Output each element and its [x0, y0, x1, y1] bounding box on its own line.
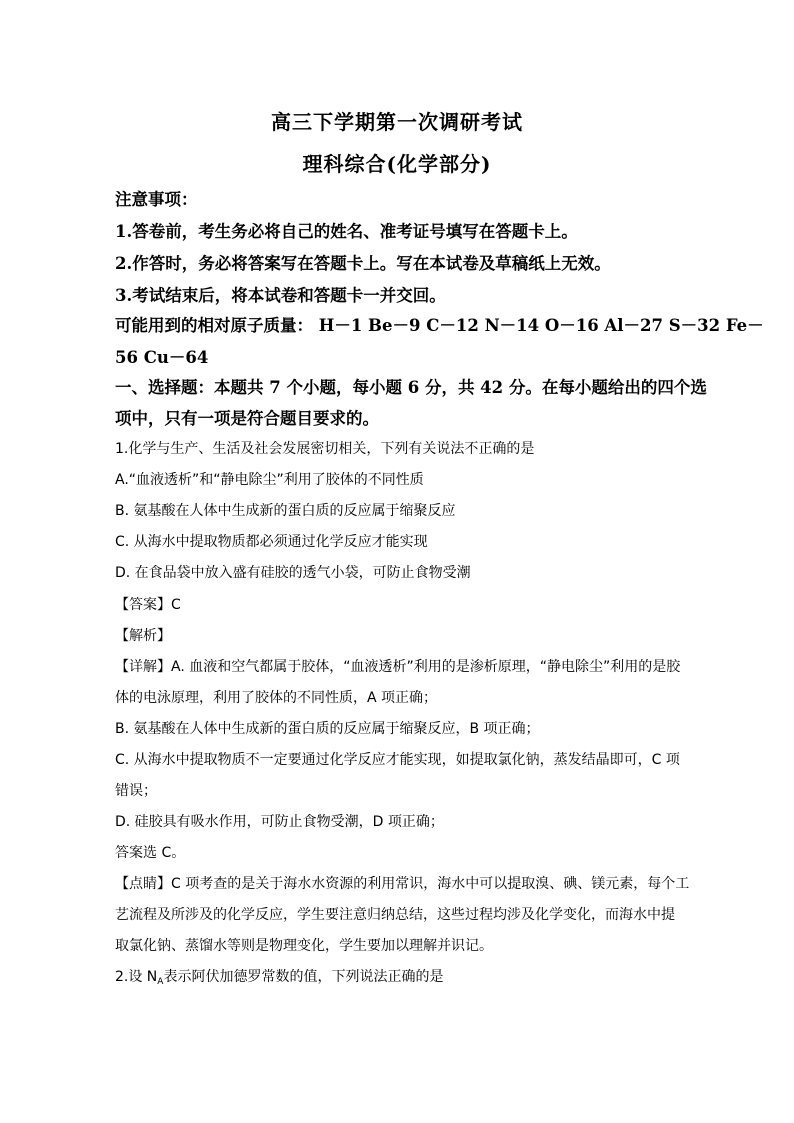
- page-subtitle: 理科综合(化学部分): [302, 152, 492, 176]
- analysis-label: 【解析】: [115, 628, 171, 644]
- notice-item: 1.答卷前，考生务必将自己的姓名、准考证号填写在答题卡上。: [115, 222, 578, 241]
- page-title: 高三下学期第一次调研考试: [271, 110, 523, 134]
- notice-item: 3.考试结束后，将本试卷和答题卡一并交回。: [115, 286, 446, 305]
- option-c: C. 从海水中提取物质都必须通过化学反应才能实现: [115, 534, 428, 550]
- detail-text: 错误；: [115, 783, 157, 799]
- detail-text: D. 硅胶具有吸水作用，可防止食物受潮，D 项正确；: [115, 814, 444, 830]
- atomic-mass-line: 56 Cu－64: [115, 348, 209, 367]
- section-heading: 项中，只有一项是符合题目要求的。: [115, 409, 379, 428]
- detail-text: B. 氨基酸在人体中生成新的蛋白质的反应属于缩聚反应，B 项正确；: [115, 721, 540, 737]
- point-text: 取氯化钠、蒸馏水等则是物理变化，学生要加以理解并识记。: [115, 938, 493, 954]
- question-stem: [115, 966, 443, 987]
- detail-text: 【详解】A. 血液和空气都属于胶体，“血液透析”利用的是渗析原理，“静电除尘”利用的是胶: [115, 659, 681, 675]
- conclusion-text: 答案选 C。: [115, 845, 186, 861]
- detail-text: C. 从海水中提取物质不一定要通过化学反应才能实现，如提取氯化钠，蒸发结晶即可，C 项: [115, 752, 680, 768]
- question-stem: 1.化学与生产、生活及社会发展密切相关，下列有关说法不正确的是: [115, 441, 535, 457]
- section-heading: 一、选择题：本题共 7 个小题，每小题 6 分，共 42 分。在每小题给出的四个选: [115, 378, 707, 397]
- q2-stem-prefix: 2.设 N: [115, 969, 158, 985]
- option-b: B. 氨基酸在人体中生成新的蛋白质的反应属于缩聚反应: [115, 503, 456, 519]
- atomic-mass-line: 可能用到的相对原子质量： H－1 Be－9 C－12 N－14 O－16 Al－27 S－32 Fe－: [115, 316, 764, 335]
- detail-text: 体的电泳原理，利用了胶体的不同性质，A 项正确；: [115, 690, 438, 706]
- notice-item: 2.作答时，务必将答案写在答题卡上。写在本试卷及草稿纸上无效。: [115, 254, 611, 273]
- option-d: D. 在食品袋中放入盛有硅胶的透气小袋，可防止食物受潮: [115, 565, 471, 581]
- point-text: 艺流程及所涉及的化学反应，学生要注意归纳总结，这些过程均涉及化学变化，而海水中提: [115, 907, 675, 923]
- notice-heading: 注意事项：: [115, 190, 198, 209]
- q2-stem-subscript: A: [157, 977, 164, 987]
- q2-stem-suffix: 表示阿伏加德罗常数的值，下列说法正确的是: [163, 969, 444, 985]
- answer-label: 【答案】C: [115, 597, 181, 613]
- point-text: 【点睛】C 项考查的是关于海水水资源的利用常识，海水中可以提取溴、碘、镁元素，每个工: [115, 876, 690, 892]
- option-a: A.“血液透析”和“静电除尘”利用了胶体的不同性质: [115, 472, 424, 488]
